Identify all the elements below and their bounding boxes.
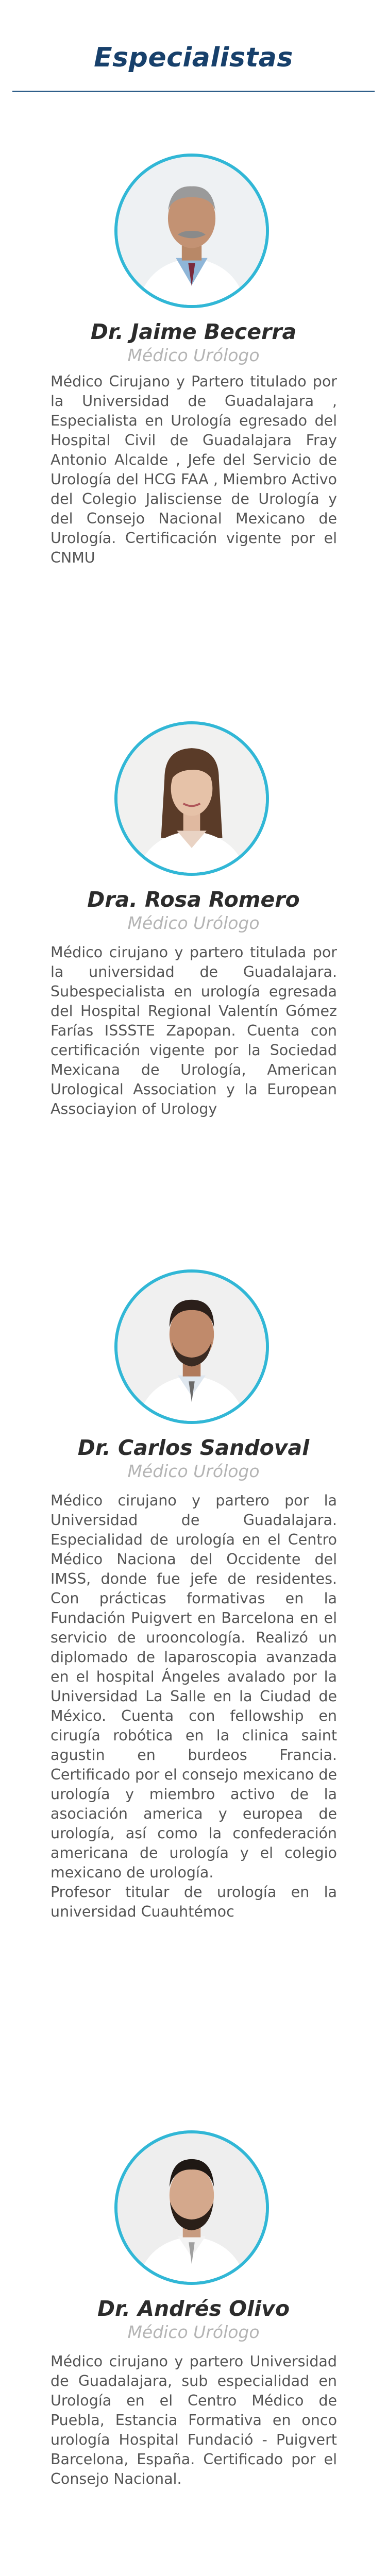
specialist-name: Dr. Carlos Sandoval	[77, 1435, 310, 1460]
specialist-photo	[114, 2130, 269, 2285]
portrait-photo	[117, 724, 266, 873]
specialist-name: Dr. Jaime Becerra	[90, 319, 297, 344]
portrait-photo	[117, 1273, 266, 1421]
specialist-role: Médico Urólogo	[127, 1461, 260, 1481]
specialist-role: Médico Urólogo	[127, 913, 260, 933]
specialist-bio: Médico Cirujano y Partero titulado por la Universidad de Guadalajara , Especialista en Urología egresado del Hospital Civil de Guadalajara Fray Antonio Alcalde , Jefe del Servicio de Urología del HCG FAA , Miembro Activo del Colegio Jalisciense de Urología y del Consejo Nacional Mexicano de Urología. Certificación vigente por el CNMU	[51, 373, 337, 566]
portrait-photo	[117, 2133, 266, 2282]
page-header	[0, 0, 387, 98]
title-divider	[12, 91, 375, 92]
page-title: Especialistas	[94, 42, 293, 73]
specialist-photo	[114, 721, 269, 876]
specialist-role: Médico Urólogo	[127, 345, 260, 365]
specialist-photo	[114, 1269, 269, 1424]
specialist-name: Dr. Andrés Olivo	[97, 2296, 290, 2321]
specialist-role: Médico Urólogo	[127, 2322, 260, 2342]
portrait-photo	[117, 157, 266, 305]
specialist-name: Dra. Rosa Romero	[87, 887, 300, 912]
specialist-bio: Médico cirujano y partero por la Universidad de Guadalajara. Especialidad de urología en el Centro Médico Naciona del Occidente del IMSS, donde fue jefe de residentes. Con prácticas formativas en la Fundación Puigvert en Barcelona en el servicio de urooncología. Realizó un diplomado de laparoscopia avanzada en el hospital Ángeles avalado por la Universidad La Salle en la Ciudad de México. Cuenta con fellowship en cirugía robótica en la clinica saint agustin en burdeos Francia. Certificado por el consejo mexicano de urología y miembro activo de la asociación america y europea de urología, así como la confederación americana de urología y el colegio mexicano de urología. Profesor titular de urología en la universidad Cuauhtémoc	[51, 1492, 337, 1920]
specialist-photo	[114, 154, 269, 308]
specialist-bio: Médico cirujano y partero Universidad de Guadalajara, sub especialidad en Urología en el Centro Médico de Puebla, Estancia Formativa en onco urología Hospital Fundació - Puigvert Barcelona, España. Certificado por el Consejo Nacional.	[51, 2353, 337, 2487]
specialist-bio: Médico cirujano y partero titulada por la universidad de Guadalajara. Subespecialista en urología egresada del Hospital Regional Valentín Gómez Farías ISSSTE Zapopan. Cuenta con certificación vigente por la Sociedad Mexicana de Urología, American Urological Association y la European Associayion of Urology	[51, 944, 337, 1117]
